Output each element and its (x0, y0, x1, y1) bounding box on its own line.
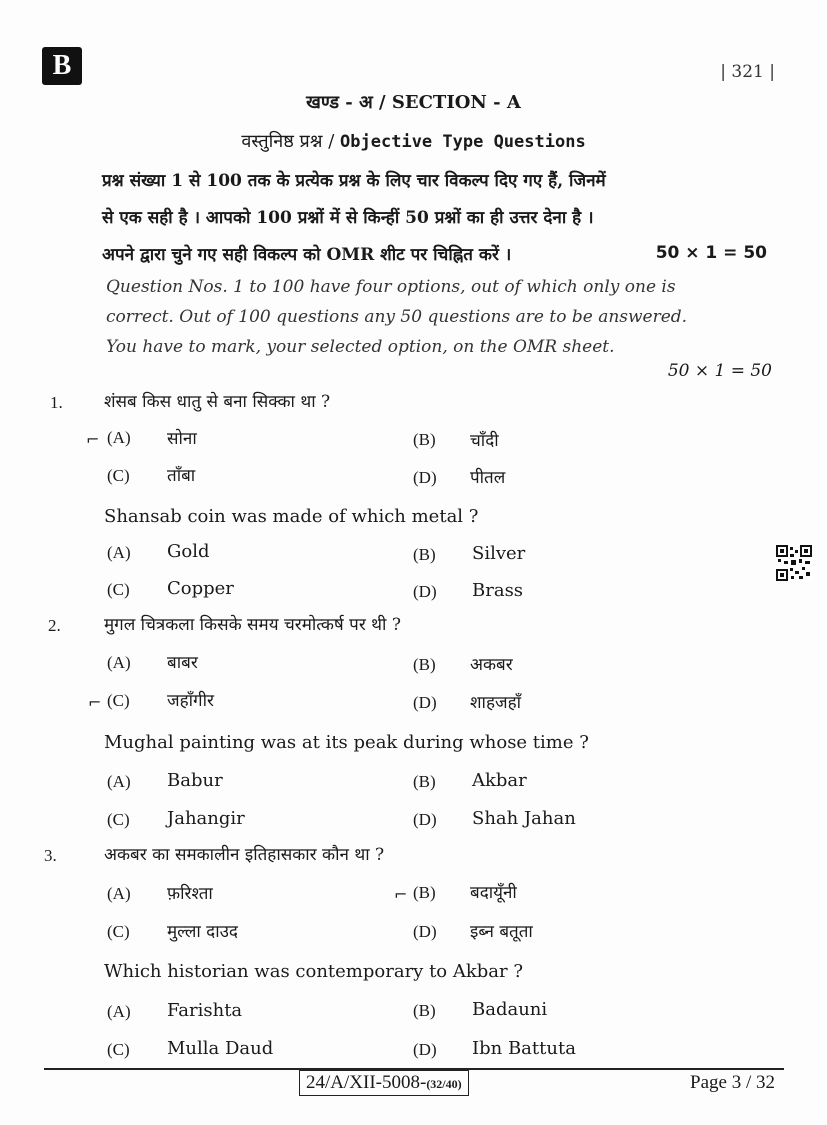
q1-en-option-a: Gold (167, 541, 210, 562)
marks-english: 50 × 1 = 50 (667, 361, 772, 381)
q3-en-option-c: Mulla Daud (167, 1038, 274, 1059)
question-1-text-hindi: शंसब किस धातु से बना सिक्का था ? (104, 392, 331, 412)
q1-en-option-b-label: (B) (413, 545, 436, 564)
q1-en-option-c-label: (C) (107, 580, 130, 599)
booklet-code (299, 1070, 469, 1096)
question-3-number: 3. (44, 846, 57, 865)
question-1-text-english: Shansab coin was made of which metal ? (104, 506, 479, 527)
q2-hi-option-c: जहाँगीर (167, 691, 214, 711)
q3-en-option-d-label: (D) (413, 1040, 437, 1059)
q3-en-option-b-label: (B) (413, 1001, 436, 1020)
question-2-text-english: Mughal painting was at its peak during whose time ? (104, 732, 589, 753)
page-number: Page 3 / 32 (690, 1072, 775, 1093)
section-subtitle-english: Objective Type Questions (340, 132, 586, 152)
q2-hi-option-c-label: (C) (107, 691, 130, 710)
question-1-number: 1. (50, 393, 63, 412)
q1-hi-option-c-label: (C) (107, 466, 130, 485)
section-subtitle (0, 129, 827, 153)
q1-hi-option-c: ताँबा (167, 466, 196, 486)
q2-en-option-b: Akbar (472, 770, 527, 791)
q2-hi-option-d: शाहजहाँ (470, 693, 522, 713)
instruction-english-line-1: Question Nos. 1 to 100 have four options, out of which only one is (106, 277, 676, 297)
booklet-code-main: 24/A/XII-5008- (306, 1072, 427, 1093)
q3-en-option-b: Badauni (472, 999, 548, 1020)
q3-hi-option-a-label: (A) (107, 884, 131, 903)
instruction-hindi-line-2: से एक सही है । आपको 100 प्रश्नों में से किन्हीं 50 प्रश्नों का ही उत्तर देना है । (102, 208, 594, 228)
q3-en-option-a: Farishta (167, 1000, 243, 1021)
q3-hi-option-a: फ़रिश्ता (167, 884, 213, 904)
q3-hi-option-b-label: (B) (413, 883, 436, 902)
q1-en-option-c: Copper (167, 578, 234, 599)
q3-en-option-d: Ibn Battuta (472, 1038, 576, 1059)
section-subtitle-hindi: वस्तुनिष्ठ प्रश्न / (241, 131, 341, 152)
q1-en-option-a-label: (A) (107, 543, 131, 562)
q3-hi-option-b: बदायूँनी (470, 883, 517, 903)
q2-hi-option-b: अकबर (470, 655, 513, 675)
q1-hi-option-d: पीतल (470, 468, 506, 488)
q2-en-option-a-label: (A) (107, 772, 131, 791)
instruction-hindi-line-1: प्रश्न संख्या 1 से 100 तक के प्रत्येक प्रश्न के लिए चार विकल्प दिए गए हैं, जिनमें (102, 171, 606, 191)
page-code: | 321 | (720, 62, 775, 82)
instruction-english-line-3: You have to mark, your selected option, on the OMR sheet. (106, 337, 615, 357)
q1-en-option-d-label: (D) (413, 582, 437, 601)
q2-en-option-c: Jahangir (167, 808, 245, 829)
instruction-hindi-line-3: अपने द्वारा चुने गए सही विकल्प को OMR शीट पर चिह्नित करें । (102, 245, 512, 265)
q2-en-option-a: Babur (167, 770, 223, 791)
question-3-text-hindi: अकबर का समकालीन इतिहासकार कौन था ? (104, 845, 385, 865)
question-2-number: 2. (48, 616, 61, 635)
handwritten-tick-icon: ⌐ (394, 885, 408, 904)
q2-en-option-d-label: (D) (413, 810, 437, 829)
q1-hi-option-d-label: (D) (413, 468, 437, 487)
q2-hi-option-a-label: (A) (107, 653, 131, 672)
section-title: खण्ड - अ / SECTION - A (306, 92, 521, 113)
q2-hi-option-d-label: (D) (413, 693, 437, 712)
q1-en-option-d: Brass (472, 580, 524, 601)
q3-en-option-c-label: (C) (107, 1040, 130, 1059)
marks-hindi: 50 × 1 = 50 (655, 243, 767, 263)
question-3-text-english: Which historian was contemporary to Akbar ? (104, 961, 523, 982)
q3-hi-option-c: मुल्ला दाउद (167, 922, 238, 942)
q2-en-option-b-label: (B) (413, 772, 436, 791)
q3-hi-option-d-label: (D) (413, 922, 437, 941)
q1-hi-option-b-label: (B) (413, 430, 436, 449)
handwritten-tick-icon: ⌐ (88, 693, 102, 712)
q1-hi-option-a-label: (A) (107, 428, 131, 447)
qr-code-icon (776, 545, 812, 581)
q2-hi-option-b-label: (B) (413, 655, 436, 674)
set-badge: B (42, 47, 82, 85)
q1-hi-option-a: सोना (167, 429, 197, 449)
instruction-english-line-2: correct. Out of 100 questions any 50 questions are to be answered. (106, 307, 688, 327)
q2-en-option-c-label: (C) (107, 810, 130, 829)
booklet-code-pages: (32/40) (426, 1077, 462, 1091)
handwritten-tick-icon: ⌐ (86, 430, 100, 449)
q1-hi-option-b: चाँदी (470, 431, 499, 451)
q2-en-option-d: Shah Jahan (472, 808, 576, 829)
q1-en-option-b: Silver (472, 543, 526, 564)
q2-hi-option-a: बाबर (167, 653, 198, 673)
q3-en-option-a-label: (A) (107, 1002, 131, 1021)
q3-hi-option-c-label: (C) (107, 922, 130, 941)
q3-hi-option-d: इब्न बतूता (470, 922, 533, 942)
question-2-text-hindi: मुगल चित्रकला किसके समय चरमोत्कर्ष पर थी ? (104, 615, 401, 635)
